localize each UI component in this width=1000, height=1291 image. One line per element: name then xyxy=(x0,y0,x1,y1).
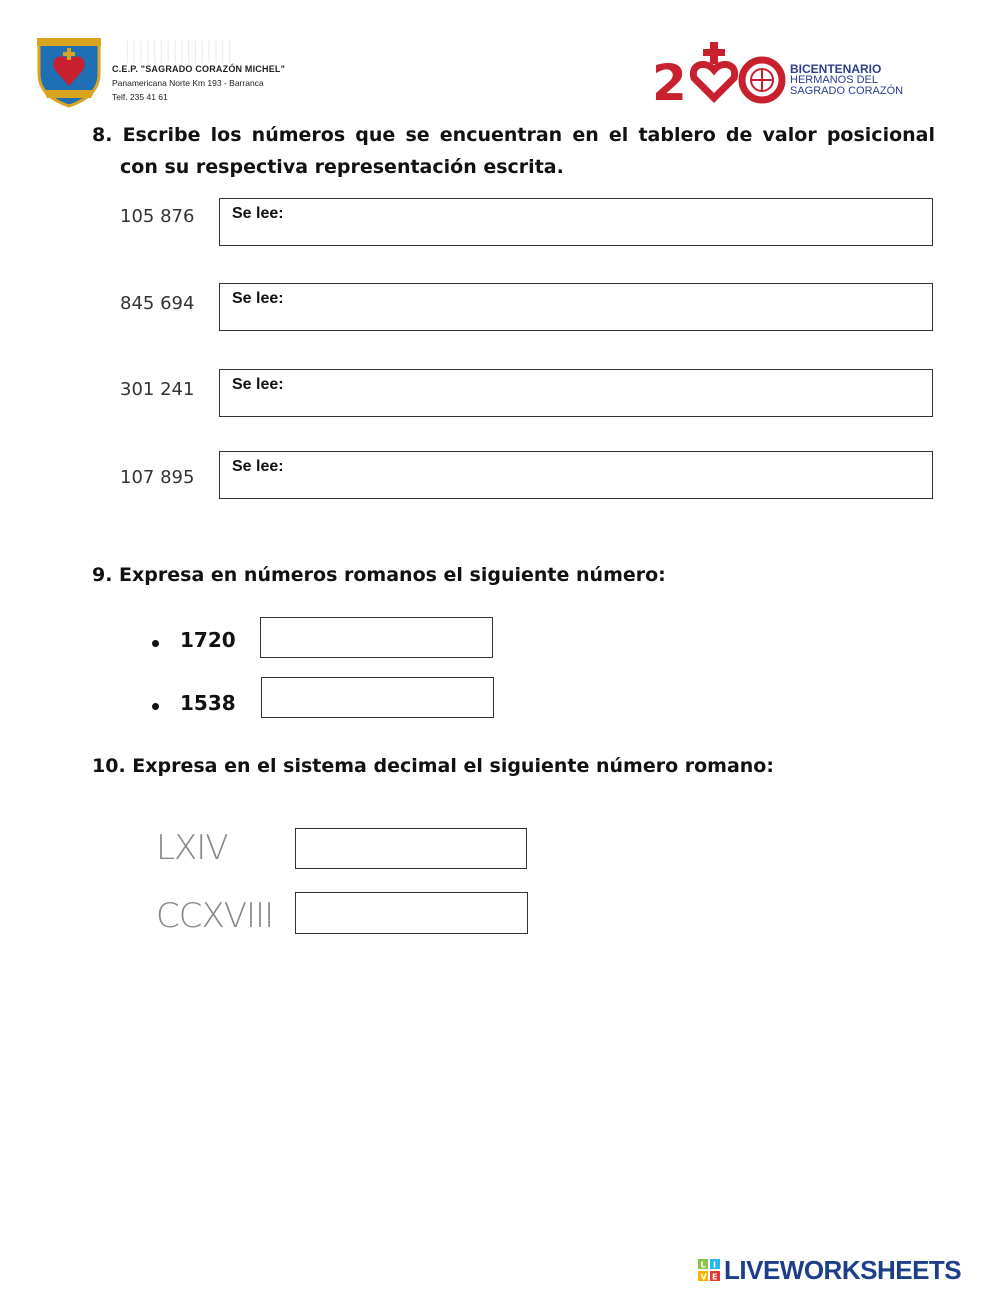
q8-number-2: 845 694 xyxy=(120,293,195,314)
bicentenario-text xyxy=(790,64,903,97)
se-lee-label: Se lee: xyxy=(232,376,284,393)
liveworksheets-text: LIVEWORKSHEETS xyxy=(724,1254,962,1285)
q9-number-2: 1538 xyxy=(180,691,236,715)
q8-answer-box-2[interactable] xyxy=(219,283,933,331)
school-crest-logo xyxy=(33,34,105,108)
question-9-text: 9. Expresa en números romanos el siguiente número: xyxy=(92,564,666,586)
header-faint-text: |||||||||||||||| xyxy=(125,38,234,64)
svg-text:2: 2 xyxy=(652,54,687,106)
se-lee-label: Se lee: xyxy=(232,458,284,475)
q8-number-4: 107 895 xyxy=(120,467,195,488)
q8-answer-box-3[interactable] xyxy=(219,369,933,417)
bicentenario-line2: SAGRADO CORAZÓN xyxy=(790,85,904,97)
liveworksheets-logo-icon xyxy=(698,1259,720,1281)
question-8-line2: con su respectiva representación escrita. xyxy=(120,156,564,178)
q8-answer-box-4[interactable] xyxy=(219,451,933,499)
q10-answer-box-1[interactable] xyxy=(295,828,527,869)
bicentenario-title: BICENTENARIO xyxy=(790,62,882,76)
bicentenario-line1: HERMANOS DEL xyxy=(790,74,879,86)
logo-letter: E xyxy=(712,1272,718,1281)
liveworksheets-watermark xyxy=(698,1255,961,1285)
q9-answer-box-2[interactable] xyxy=(261,677,494,718)
se-lee-label: Se lee: xyxy=(232,290,284,307)
school-info xyxy=(112,64,285,102)
q8-answer-box-1[interactable] xyxy=(219,198,933,246)
bicentenario-logo xyxy=(652,40,924,106)
q8-number-1: 105 876 xyxy=(120,206,195,227)
logo-letter: L xyxy=(700,1260,706,1270)
q10-answer-box-2[interactable] xyxy=(295,892,528,934)
logo-letter: V xyxy=(700,1272,707,1281)
question-10-text: 10. Expresa en el sistema decimal el siguiente número romano: xyxy=(92,755,774,777)
se-lee-label: Se lee: xyxy=(232,205,284,222)
logo-letter: I xyxy=(713,1260,716,1270)
q10-roman-2: CCXVIII xyxy=(156,896,274,936)
question-8-line1: 8. Escribe los números que se encuentran en el tablero de valor posicional xyxy=(92,124,935,146)
q8-number-3: 301 241 xyxy=(120,379,195,400)
school-address: Panamericana Norte Km 193 - Barranca xyxy=(112,78,264,88)
bicentenario-200-icon xyxy=(652,40,786,106)
bullet-icon xyxy=(152,703,159,710)
q9-number-1: 1720 xyxy=(180,628,236,652)
q10-roman-1: LXIV xyxy=(156,828,228,868)
school-name: C.E.P. "SAGRADO CORAZÓN MICHEL" xyxy=(112,64,286,74)
school-phone: Telf. 235 41 61 xyxy=(112,92,168,102)
bullet-icon xyxy=(152,640,159,647)
q9-answer-box-1[interactable] xyxy=(260,617,493,658)
